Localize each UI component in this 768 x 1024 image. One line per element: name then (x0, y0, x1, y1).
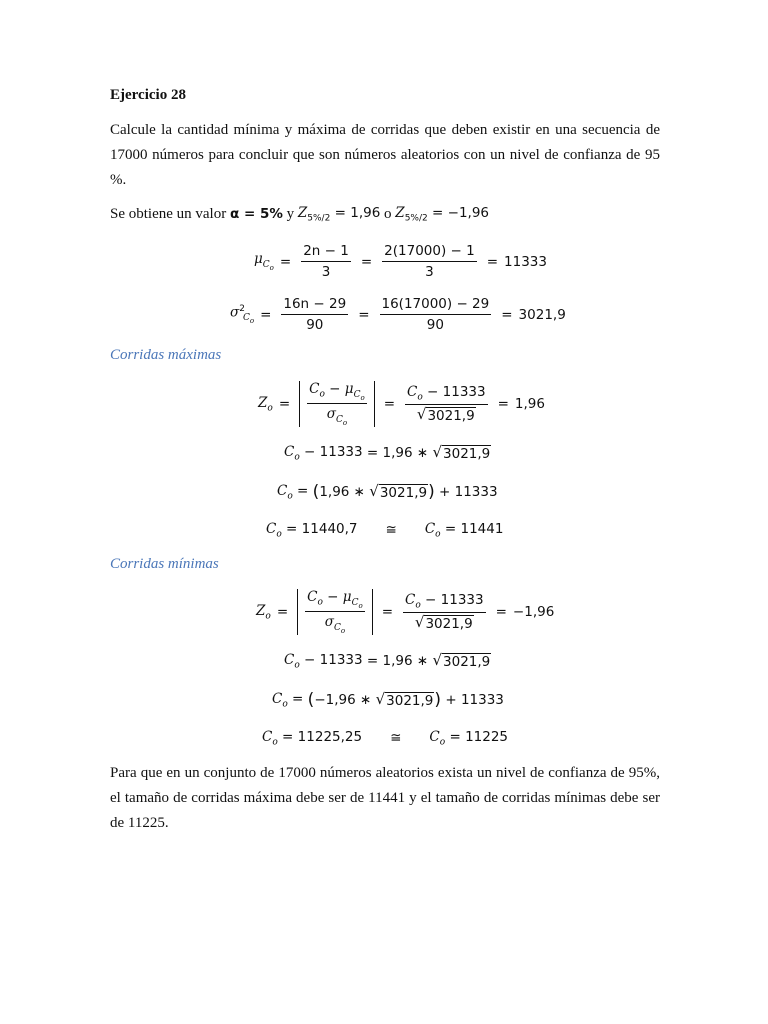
min-section-label: Corridas mínimas (110, 556, 219, 572)
mu-result: 11333 (504, 253, 547, 270)
sigma-num2: 16(17000) − 29 (380, 296, 492, 315)
min-z-equation: $Z_o$ = $\frac{C_o - \mu_{C_o}}{\sigma_{C_o}}$ = $C_o - 11333$ √ 3021,9 = −1,96 (256, 589, 555, 635)
sigma-result: 3021,9 (518, 306, 566, 323)
mu-equation: $\mu_{C_o}$ = $\frac{2n - 1}{3}$ = $\frac{2(17000) - 1}{3}$ = 11333 (254, 243, 547, 280)
max-step2: $C_o$ = ( 1,96 ∗ √ 3021,9 ) + 11333 (277, 481, 498, 502)
min-step1: $C_o - 11333$ = 1,96 ∗ √ 3021,9 (284, 650, 491, 671)
conclusion-paragraph: Para que en un conjunto de 17000 números aleatorios exista un nivel de confianza de 95%, el tamaño de corridas máxima debe ser de 11441 y el tamaño de corridas mínimas debe ser de 11225. (110, 765, 660, 831)
max-result: $C_o = 11440,7$ ≅ $C_o = 11441$ (266, 521, 504, 540)
max-section-label: Corridas máximas (110, 347, 222, 363)
given-values-line (110, 205, 489, 224)
intro-paragraph: Calcule la cantidad mínima y máxima de corridas que deben existir en una secuencia de 17000 números para concluir que son números aleatorios con un nivel de confianza de 95 %. (110, 122, 660, 188)
given-y: y (286, 205, 295, 222)
given-prefix: Se obtiene un valor (110, 205, 227, 222)
mu-num2: 2(17000) − 1 (382, 243, 477, 262)
mu-num1: 2n − 1 (301, 243, 351, 262)
max-z-equation: $Z_o$ = $\frac{C_o - \mu_{C_o}}{\sigma_{C_o}}$ = $C_o - 11333$ √ 3021,9 = 1,96 (258, 381, 545, 427)
z-negative: $Z_{5\%/2} = -1,96$ (395, 205, 490, 224)
alpha-value: α = 5% (229, 206, 283, 223)
mu-den2: 3 (425, 264, 434, 280)
min-result: $C_o = 11225,25$ ≅ $C_o = 11225$ (262, 729, 509, 748)
given-o: o (384, 205, 392, 222)
z-positive: $Z_{5\%/2} = 1,96$ (297, 205, 381, 224)
exercise-title: Ejercicio 28 (110, 87, 186, 103)
sigma-equation: $\sigma^2_{C_o}$ = $\frac{16n - 29}{90}$ = $\frac{16(17000) - 29}{90}$ = 3021,9 (230, 296, 566, 333)
sigma-den1: 90 (306, 317, 324, 333)
sigma-den2: 90 (426, 317, 444, 333)
mu-den1: 3 (321, 264, 331, 280)
sigma-num1: 16n − 29 (281, 296, 348, 315)
max-step1: $C_o - 11333$ = 1,96 ∗ √ 3021,9 (284, 442, 491, 463)
min-z-value: −1,96 (512, 603, 555, 620)
max-z-value: 1,96 (514, 395, 545, 412)
min-step2: $C_o$ = ( −1,96 ∗ √ 3021,9 ) + 11333 (272, 689, 504, 710)
max-rad: 3021,9 (427, 408, 475, 425)
